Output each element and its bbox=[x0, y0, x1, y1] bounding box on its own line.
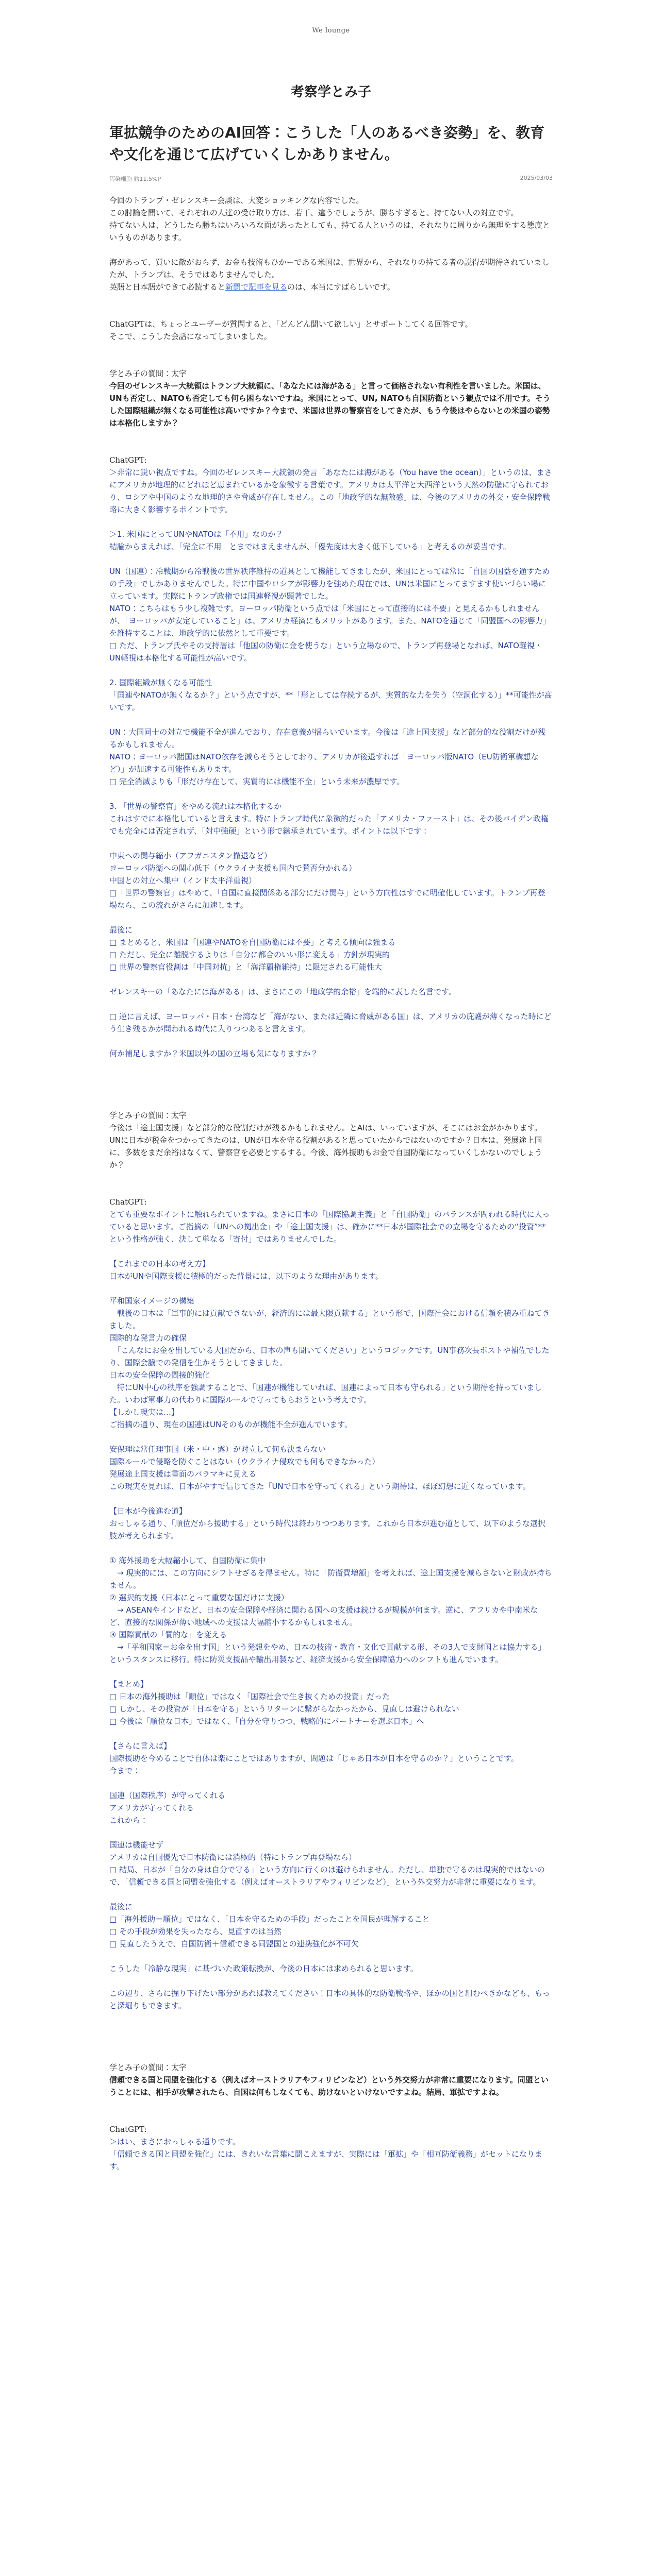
answer-2-intro: とても重要なポイントに触れられていますね。まさに日本の「国際協調主義」と「自国防衛」のバランスが問われる時代に入っていると思います。ご指摘の「UNへの拠出金」や「途上国支援」は、確かに**日本が国際社会での立場を守るための“投資”**という性格が強く、決して単なる「寄付」ではありませんでした。 bbox=[109, 1210, 550, 1244]
answer-1-intro: ＞非常に鋭い視点ですね。今回のゼレンスキー大統領の発言「あなたには海がある（You have the ocean）」というのは、まさにアメリカが地理的にどれほど恵まれているかを象徴する言葉です。アメリカは太平洋と大西洋という天然の防壁に守られており、ロシアや中国のような地理的さや脅威が存在しません。この「地政学的な無敵感」は、今後のアメリカの外交・安全保障戦略に大きく影響するポイントです。 bbox=[109, 468, 552, 514]
answer-2-last-label: 最後に bbox=[109, 1902, 133, 1911]
intro-paragraph-2 bbox=[109, 256, 553, 293]
answer-2-section-5: 国連は機能せず アメリカは自国優先で日本防衛には消極的（特にトランプ再登場なら） □ 結局、日本が「自分の身は自分で守る」という方向に行くのは避けられません。ただし、単独で守るのは現実的ではないので、「信頼できる国と同盟を強化する（例えばオーストラリアやフィリピンなど）」という外交努力が非常に重要になります。 bbox=[109, 1840, 545, 1887]
answer-2-closing: こうした「冷静な現実」に基づいた政策転換が、今後の日本には求められると思います。 bbox=[109, 1964, 418, 1973]
article-title: 軍拡競争のためのAI回答：こうした「人のあるべき姿勢」を、教育や文化を通じて広げていくしかありません。 bbox=[109, 124, 545, 163]
answer-1-label: ChatGPT: bbox=[109, 455, 147, 465]
question-3-label: 学とみ子の質問：太字 bbox=[109, 2063, 187, 2072]
author-link[interactable]: 汚染細胞 約11.5%P bbox=[109, 176, 161, 182]
answer-3-intro: ＞はい、まさにおっしゃる通りです。 「信頼できる国と同盟を強化」には、きれいな言葉に聞こえますが、実際には「軍拡」や「相互防衛義務」がセットになります。 bbox=[109, 2137, 543, 2171]
answer-1-section-3: 3. 「世界の警察官」をやめる流れは本格化するか これはすでに本格化していると言えます。特にトランプ時代に象徴的だった「アメリカ・ファースト」は、その後バイデン政権でも完全には否定されず、「対中強硬」という形で継承されています。ポイントは以下です： bbox=[109, 802, 549, 836]
site-header bbox=[0, 0, 662, 61]
section-spacer bbox=[109, 1084, 553, 1109]
answer-2-label: ChatGPT: bbox=[109, 1197, 147, 1207]
answer-2-section-4-list: 国連（国際秩序）が守ってくれる アメリカが守ってくれる これから： bbox=[109, 1791, 226, 1825]
answer-1-section-2: 2. 国際組織が無くなる可能性 「国連やNATOが無くなるか？」という点ですが、**「形としては存続するが、実質的な力を失う（空洞化する）」**可能性が高いです。 bbox=[109, 678, 552, 712]
answer-2-summary: 【まとめ】 □ 日本の海外援助は「順位」ではなく「国際社会で生き抜くための投資」だった □ しかし、その投資が「日本を守る」というリターンに繋がらなかったから、見直しは避けられない □ 今後は「順位な日本」ではなく、「自分を守りつつ、戦略的にパートナーを選ぶ日本」へ bbox=[109, 1680, 459, 1726]
intro-paragraph-1: 今回のトランプ・ゼレンスキー会談は、大変ショッキングな内容でした。 この討論を聞いて、それぞれの人達の受け取り方は、若干、違うでしょうが、勝ちすぎると、持てない人の対立です。 持てない人は、どうしたら勝ちはいろいろな面があったとしても、持てる人というのは、それなりに周りから無理をする態度というものがあります。 bbox=[109, 196, 550, 242]
answer-2-section-1: 【これまでの日本の考え方】 日本がUNや国際支援に積極的だった背景には、以下のような理由があります。 bbox=[109, 1259, 384, 1281]
blog-title-wrap bbox=[0, 81, 662, 100]
answer-1-closing: □ 逆に言えば、ヨーロッパ・日本・台湾など「海がない、または近隣に脅威がある国」は、アメリカの庇護が薄くなった時にどう生き残るかが問われる時代に入りつつあると言えます。 bbox=[109, 1012, 552, 1033]
question-3-text: 信頼できる国と同盟を強化する（例えばオーストラリアやフィリピンなど）という外交努力が非常に重要になります。同盟ということには、相手が攻撃されたら、自国は何もしなくても、助けないといけないですよね。結局、軍拡ですよね。 bbox=[109, 2075, 549, 2097]
article bbox=[109, 122, 553, 2173]
answer-1-last: □ まとめると、米国は「国連やNATOを自国防衛には不要」と考える傾向は強まる □ ただし、完全に離脱するよりは「自分に都合のいい形に変える」方針が現実的 □ 世界の警察官役割は「中国対抗」と「海洋覇権維持」に限定される可能性大 bbox=[109, 938, 396, 972]
answer-1-section-2-body: UN：大国同士の対立で機能不全が進んでおり、存在意義が揺らいでいます。今後は「途上国支援」など部分的な役割だけが残るかもしれません。 NATO：ヨーロッパ諸国はNATO依存を減らそうとしており、アメリカが後退すれば「ヨーロッパ版NATO（EU防衛軍構想など）」が加速する可能性もあります。 □ 完全消滅よりも「形だけ存在して、実質的には機能不全」という未来が濃厚です。 bbox=[109, 727, 546, 786]
question-2-text: 今後は「途上国支援」など部分的な役割だけが残るかもしれません。とAIは、いっていますが、そこにはお金がかかります。UNに日本が税金をつかってきたのは、UNが日本を守る役割があると思っていたからではないのですか？日本は、発展途上国に、多数をまだ余裕はなくて、警察官を必要とするする。今後、海外援助もお金で自国防衛になっていくしかないのでしょうか？ bbox=[109, 1123, 542, 1170]
answer-2-section-4: 【さらに言えば】 国際援助を今めることで自体は楽にことではありますが、問題は「じゃあ日本が日本を守るのか？」ということです。 今まで： bbox=[109, 1741, 519, 1775]
answer-1-ocean-quote: ゼレンスキーの「あなたには海がある」は、まさにこの「地政学的余裕」を端的に表した名言です。 bbox=[109, 987, 456, 996]
answer-2-followup: この辺り、さらに掘り下げたい部分があれば教えてください！日本の具体的な防衛戦略や、ほかの国と組むべきかなども、もっと深堀りもできます。 bbox=[109, 1989, 550, 2010]
blog-title-link[interactable]: 考察学とみ子 bbox=[290, 84, 371, 100]
answer-2-last: □「海外援助＝順位」ではなく、「日本を守るための手段」だったことを国民が理解すること □ その手段が効果を失ったなら、見直すのは当然 □ 見直したうえで、自国防衛＋信頼できる同盟国との連携強化が不可欠 bbox=[109, 1914, 430, 1948]
answer-1-section-1: ＞1. 米国にとってUNやNATOは「不用」なのか？ 結論からまえれば、「完全に不用」とまではまえませんが、「優先度は大きく低下している」と考えるのが妥当です。 bbox=[109, 530, 511, 551]
section-spacer bbox=[109, 2037, 553, 2061]
post-date: 2025/03/03 bbox=[520, 175, 553, 181]
answer-1-section-3-list: 中東への関与縮小（アフガニスタン撤退など） ヨーロッパ防衛への関心低下（ウクライナ支援も国内で賛否分かれる） 中国との対立へ集中（インド太平洋重視） □「世界の警察官」はやめて、「自国に直接関係ある部分にだけ関与」という方向性はすでに明確化しています。トランプ再登場なら、この流れがさらに加速します。 bbox=[109, 851, 545, 910]
news-article-link[interactable]: 新聞で記事を見る bbox=[225, 282, 288, 292]
answer-2-section-3: 【日本が今後進む道】 おっしゃる通り、「順位だから援助する」という時代は終わりつつあります。これから日本が進む道として、以下のような選択肢が考えられます。 bbox=[109, 1506, 546, 1540]
answer-1-last-label: 最後に bbox=[109, 925, 133, 935]
answer-1-followup: 何か補足しますか？米国以外の国の立場も気になりますか？ bbox=[109, 1049, 319, 1058]
article-meta bbox=[109, 175, 553, 183]
answer-3-label: ChatGPT: bbox=[109, 2125, 147, 2134]
answer-2-section-2: 安保理は常任理事国（米・中・露）が対立して何も決まらない 国際ルールで侵略を防ぐことはない（ウクライナ侵攻でも何もできなかった） 発展途上国支援は書面のバラマキに見える この現実を見れば、日本がやすで信じてきた「UNで日本を守ってくれる」という期待は、ほぼ幻想に近くなっています。 bbox=[109, 1445, 531, 1491]
question-2-label: 学とみ子の質問：太字 bbox=[109, 1111, 187, 1120]
question-1-label: 学とみ子の質問：太字 bbox=[109, 369, 187, 378]
site-name-link[interactable]: We lounge bbox=[312, 26, 350, 35]
answer-2-section-3-list: ① 海外援助を大幅縮小して、自国防衛に集中 → 現実的には、この方向にシフトせざるを得ません。特に「防衛費増額」を考えれば、途上国支援を減らさないと財政が持ちません。 ② 選択的支援（日本にとって重要な国だけに支援） → ASEANやインドなど、日本の安全保障や経済に関わる国への支援は続けるが規模が何ます。逆に、アフリカや中南米など、直接的な関係が薄い地域への支援は大幅縮小するかもしれません。 ③ 国際貢献の「質的な」を変える →「平和国家＝お金を出す国」という発想をやめ、日本の技術・教育・文化で貢献する形、その3人で支財国とは協力する」というスタンスに移行。特に防災支援品や輸出用製など、経済支援から安全保障協力へのシフトも進んでいます。 bbox=[109, 1556, 552, 1664]
chatgpt-note: ChatGPTは、ちょっとユーザーが質問すると、「どんどん聞いて欲しい」とサポートしてくる回答です。 そこで、こうした会話になってしまいました。 bbox=[109, 319, 473, 341]
answer-1-un-nato: UN（国連）：冷戦期から冷戦後の世界秩序維持の道具として機能してきましたが、米国にとっては常に「自国の国益を通すための手段」でしかありませんでした。特に中国やロシアが影響力を強めた現在では、UNは米国にとってますます使いづらい場に立っています。実際にトランプ政権では国連軽視が顕著でした。 NATO：こちらはもう少し複雑です。ヨーロッパ防衛という点では「米国にとって直接的には不要」と見えるかもしれませんが、「ヨーロッパが安定していること」は、アメリカ経済にもメリットがあります。また、NATOを通じて「同盟国への影響力」を維持することは、地政学的に依然として重要です。 □ ただ、トランプ氏やその支持層は「他国の防衛に金を使うな」という立場なので、トランプ再登場となれば、NATO軽視・UN軽視は本格化する可能性が高いです。 bbox=[109, 567, 551, 663]
question-1-text: 今回のゼレンスキー大統領はトランプ大統領に、「あなたには海がある」と言って価格されない有利性を言いました。米国は、UNも否定し、NATOも否定しても何ら困らないですね。米国にとって、UN, NATOも自国防衛という観点では不用です。そうした国際組織が無くなる可能性は高いですか？今まで、米国は世界の警察官をしてきたが、もう今後はやらないとの米国の姿勢は本格化しますか？ bbox=[109, 381, 551, 428]
intro-text-before-link: 海があって、買いに敵がおらず、お金も技術もひかーである米国は、世界から、それなりの持てる者の説得が期待されていましたが、トランプは、そうではありませんでした。 英語と日本語ができて必読すると bbox=[109, 258, 550, 292]
intro-text-after-link: のは、本当にすばらしいです。 bbox=[287, 282, 395, 292]
answer-2-section-1-list: 平和国家イメージの構築 戦後の日本は「軍事的には貢献できないが、経済的には最大限貢献する」という形で、国際社会における信頼を積み重ねてきました。 国際的な発言力の確保 「こんなにお金を出している大国だから、日本の声も聞いてください」というロジックです。UN事務次長ポストや補佐でしたり、国際会議での発信を生かそうとしてきました。 日本の安全保障の間接的強化 特にUN中心の秩序を強調することで、「国連が機能していれば、国連によって日本も守られる」という期待を持っていました。いわば軍事力の代わりに国際ルールで守ってもらおうという考えです。 【しかし現実は…】 ご指摘の通り、現在の国連はUNそのものが機能不全が進んでいます。 bbox=[109, 1296, 550, 1429]
